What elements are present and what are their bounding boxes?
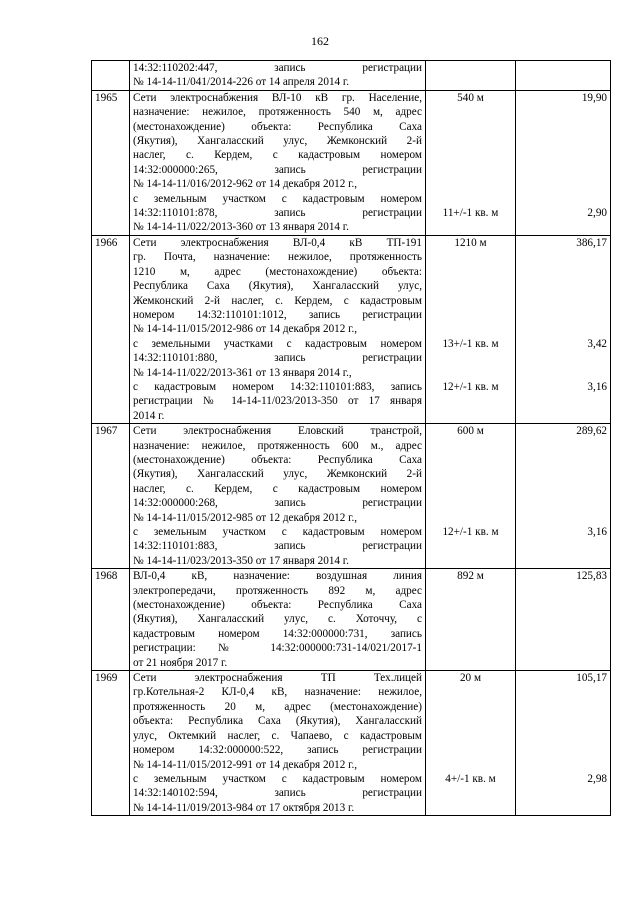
cost-value: 19,90 [581, 91, 607, 104]
object-description [130, 671, 426, 816]
cost-value [519, 365, 607, 379]
size-value [429, 61, 512, 75]
cost-value [519, 685, 607, 699]
description-line: регистрации: № 14:32:000000:731-14/021/2017-1 [133, 642, 422, 655]
description-line: 1210 м, адрес (местонахождение) объекта: [133, 265, 422, 278]
property-registry-table [91, 60, 611, 816]
cost-value: 3,42 [587, 337, 607, 350]
description-line: наслег, с. Кердем, с кадастровым номером [133, 149, 422, 162]
size-value [429, 511, 512, 525]
description-line: протяженность 20 м, адрес (местонахождение) [133, 700, 422, 713]
size-value [429, 482, 512, 496]
description-line: № 14-14-11/022/2013-361 от 13 января 2014 г., [133, 366, 352, 379]
cost-value [519, 409, 607, 423]
description-line: (Якутия), Хангаласский улус, Жемконский 2-й [133, 468, 422, 481]
size-value [429, 265, 512, 279]
table-row [92, 671, 611, 816]
cost-value [519, 279, 607, 293]
value-cell [516, 90, 611, 235]
description-line: Республика Саха (Якутия), Хангаласский улус, [133, 280, 422, 293]
object-description [130, 61, 426, 91]
cost-value [519, 743, 607, 757]
size-value [429, 279, 512, 293]
cost-value [519, 554, 607, 568]
description-line: № 14-14-11/016/2012-962 от 14 декабря 2012 г., [133, 178, 358, 191]
description-paragraph [133, 525, 422, 568]
description-line: 14:32:110202:447, запись регистрации [133, 62, 422, 74]
value-cell [516, 235, 611, 423]
registry-body [92, 61, 611, 816]
cost-value [519, 612, 607, 626]
size-value [429, 394, 512, 408]
description-line: Сети электроснабжения ВЛ-0,4 кВ ТП-191 [133, 236, 422, 249]
description-line: № 14-14-11/015/2012-985 от 12 декабря 2012 г., [133, 511, 358, 524]
size-value [429, 656, 512, 670]
description-paragraph [133, 236, 422, 337]
value-cell [516, 671, 611, 816]
cost-value [519, 453, 607, 467]
size-cell [426, 61, 516, 91]
cost-value [519, 467, 607, 481]
row-number: 1969 [92, 671, 130, 816]
description-line: Жемконский 2-й наслег, с. Кердем, с кадастровым [133, 294, 422, 307]
cost-value [519, 394, 607, 408]
description-line: № 14-14-11/041/2014-226 от 14 апреля 2014 г. [133, 76, 350, 89]
size-value [429, 729, 512, 743]
description-paragraph [133, 337, 422, 380]
size-value [429, 75, 512, 89]
value-cell [516, 61, 611, 91]
cost-value [519, 641, 607, 655]
cost-value [519, 192, 607, 206]
size-value [429, 539, 512, 553]
description-line: 14:32:110101:880, запись регистрации [133, 352, 422, 365]
description-line: (местонахождение) объекта: Республика Саха [133, 453, 422, 466]
cost-value [519, 786, 607, 800]
size-value [429, 134, 512, 148]
description-paragraph [133, 671, 422, 772]
description-line: (Якутия), Хангаласский улус, с. Хоточчу, с [133, 613, 422, 626]
size-value [429, 322, 512, 336]
description-line: 2014 г. [133, 409, 165, 422]
size-value [429, 308, 512, 322]
cost-value [519, 439, 607, 453]
cost-value [519, 496, 607, 510]
object-description [130, 90, 426, 235]
description-line: 14:32:110101:878, запись регистрации [133, 207, 422, 220]
size-value: 11+/-1 кв. м [442, 206, 499, 219]
description-paragraph [133, 61, 422, 90]
cost-value: 3,16 [587, 380, 607, 393]
description-line: ВЛ-0,4 кВ, назначение: воздушная линия [133, 570, 422, 583]
description-line: назначение: нежилое, протяженность 600 м., адрес [133, 439, 422, 452]
row-number: 1966 [92, 235, 130, 423]
size-cell [426, 235, 516, 423]
cost-value [519, 308, 607, 322]
table-row [92, 90, 611, 235]
size-value [429, 120, 512, 134]
description-paragraph [133, 772, 422, 815]
description-line: с кадастровым номером 14:32:110101:883, запись [133, 380, 422, 393]
description-line: Сети электроснабжения ТП Тех.лицей [133, 672, 422, 685]
description-line: № 14-14-11/015/2012-991 от 14 декабря 2012 г., [133, 758, 358, 771]
cost-value: 2,90 [587, 206, 607, 219]
cost-value [519, 801, 607, 815]
cost-value: 289,62 [576, 425, 607, 438]
size-value [429, 554, 512, 568]
description-line: регистрации № 14-14-11/023/2013-350 от 17 января [133, 395, 422, 408]
value-cell [516, 569, 611, 671]
size-value [429, 293, 512, 307]
cost-value [519, 627, 607, 641]
description-line: объекта: Республика Саха (Якутия), Хангаласский [133, 715, 422, 728]
size-value: 892 м [457, 570, 484, 583]
description-line: с земельным участком с кадастровым номером [133, 526, 422, 538]
size-value: 540 м [457, 91, 484, 104]
cost-value: 2,98 [587, 772, 607, 785]
object-description [130, 569, 426, 671]
size-cell [426, 671, 516, 816]
size-value [429, 743, 512, 757]
description-paragraph [133, 569, 422, 670]
size-value [429, 250, 512, 264]
row-number: 1967 [92, 424, 130, 569]
size-value [429, 627, 512, 641]
table-row [92, 61, 611, 91]
cost-value: 386,17 [576, 236, 607, 249]
cost-value: 125,83 [576, 570, 607, 583]
cost-value [519, 163, 607, 177]
object-description [130, 424, 426, 569]
size-value [429, 351, 512, 365]
description-line: от 21 ноября 2017 г. [133, 656, 228, 669]
size-cell [426, 424, 516, 569]
description-paragraph [133, 91, 422, 192]
cost-value [519, 75, 607, 89]
size-value [429, 365, 512, 379]
description-line: Сети электроснабжения ВЛ-10 кВ гр. Население, [133, 91, 422, 104]
size-cell [426, 569, 516, 671]
row-number: 1965 [92, 90, 130, 235]
size-value [429, 584, 512, 598]
cost-value [519, 322, 607, 336]
row-number [92, 61, 130, 91]
size-value: 20 м [459, 672, 482, 685]
description-line: № 14-14-11/015/2012-986 от 14 декабря 2012 г., [133, 323, 358, 336]
size-value [429, 177, 512, 191]
description-line: 14:32:140102:594, запись регистрации [133, 787, 422, 800]
size-value: 1210 м [454, 236, 487, 249]
table-row [92, 424, 611, 569]
description-paragraph [133, 424, 422, 525]
value-cell [516, 424, 611, 569]
description-line: с земельным участком с кадастровым номером [133, 772, 422, 785]
cost-value [519, 539, 607, 553]
description-line: 14:32:110101:883, запись регистрации [133, 540, 422, 553]
cost-value [519, 148, 607, 162]
description-line: 14:32:000000:268, запись регистрации [133, 497, 422, 510]
table-row [92, 569, 611, 671]
description-line: гр.Котельная-2 КЛ-0,4 кВ, назначение: нежилое, [133, 686, 422, 699]
page-number: 162 [311, 34, 329, 48]
size-value [429, 453, 512, 467]
cost-value: 105,17 [576, 672, 607, 685]
size-value: 12+/-1 кв. м [442, 525, 499, 538]
cost-value [519, 134, 607, 148]
cost-value [519, 351, 607, 365]
cost-value [519, 120, 607, 134]
description-line: Сети электроснабжения Еловский транстрой, [133, 425, 422, 438]
size-value [429, 598, 512, 612]
size-value [429, 409, 512, 423]
object-description [130, 235, 426, 423]
size-value: 4+/-1 кв. м [445, 772, 496, 785]
size-value [429, 220, 512, 234]
description-line: 14:32:000000:265, запись регистрации [133, 163, 422, 176]
size-value [429, 757, 512, 771]
description-line: (местонахождение) объекта: Республика Саха [133, 599, 422, 612]
size-value [429, 685, 512, 699]
description-line: № 14-14-11/019/2013-984 от 17 октября 2013 г. [133, 801, 355, 814]
description-paragraph [133, 192, 422, 235]
description-paragraph [133, 380, 422, 423]
cost-value [519, 265, 607, 279]
size-value [429, 148, 512, 162]
cost-value [519, 714, 607, 728]
cost-value [519, 757, 607, 771]
description-line: номером 14:32:000000:522, запись регистрации [133, 744, 422, 757]
cost-value [519, 700, 607, 714]
description-line: № 14-14-11/023/2013-350 от 17 января 2014 г. [133, 554, 349, 567]
size-value [429, 467, 512, 481]
cost-value [519, 61, 607, 75]
size-value [429, 163, 512, 177]
row-number: 1968 [92, 569, 130, 671]
size-value: 600 м [457, 425, 484, 438]
description-line: № 14-14-11/022/2013-360 от 13 января 2014 г. [133, 221, 349, 234]
size-value [429, 612, 512, 626]
description-line: электропередачи, протяженность 892 м, адрес [133, 584, 422, 597]
size-value [429, 700, 512, 714]
size-value [429, 105, 512, 119]
table-row [92, 235, 611, 423]
cost-value [519, 250, 607, 264]
description-line: номером 14:32:110101:1012, запись регистрации [133, 308, 422, 321]
description-line: гр. Почта, назначение: нежилое, протяженность [133, 251, 422, 264]
cost-value [519, 220, 607, 234]
cost-value [519, 511, 607, 525]
cost-value [519, 729, 607, 743]
cost-value [519, 656, 607, 670]
description-line: наслег, с. Кердем, с кадастровым номером [133, 482, 422, 495]
description-line: с земельными участками с кадастровым номером [133, 337, 422, 350]
size-value [429, 439, 512, 453]
cost-value [519, 482, 607, 496]
size-value [429, 714, 512, 728]
cost-value: 3,16 [587, 525, 607, 538]
size-value [429, 801, 512, 815]
size-value: 13+/-1 кв. м [442, 337, 499, 350]
size-value [429, 192, 512, 206]
size-value [429, 641, 512, 655]
cost-value [519, 584, 607, 598]
description-line: (местонахождение) объекта: Республика Саха [133, 120, 422, 133]
size-value: 12+/-1 кв. м [442, 380, 499, 393]
cost-value [519, 598, 607, 612]
description-line: назначение: нежилое, протяженность 540 м, адрес [133, 106, 422, 119]
size-value [429, 786, 512, 800]
description-line: кадастровым номером 14:32:000000:731, запись [133, 627, 422, 640]
cost-value [519, 293, 607, 307]
description-line: (Якутия), Хангаласский улус, Жемконский 2-й [133, 135, 422, 148]
cost-value [519, 105, 607, 119]
size-cell [426, 90, 516, 235]
size-value [429, 496, 512, 510]
description-line: улус, Октемкий наслег, с. Чапаево, с кадастровым [133, 729, 422, 742]
cost-value [519, 177, 607, 191]
description-line: с земельным участком с кадастровым номером [133, 192, 422, 205]
